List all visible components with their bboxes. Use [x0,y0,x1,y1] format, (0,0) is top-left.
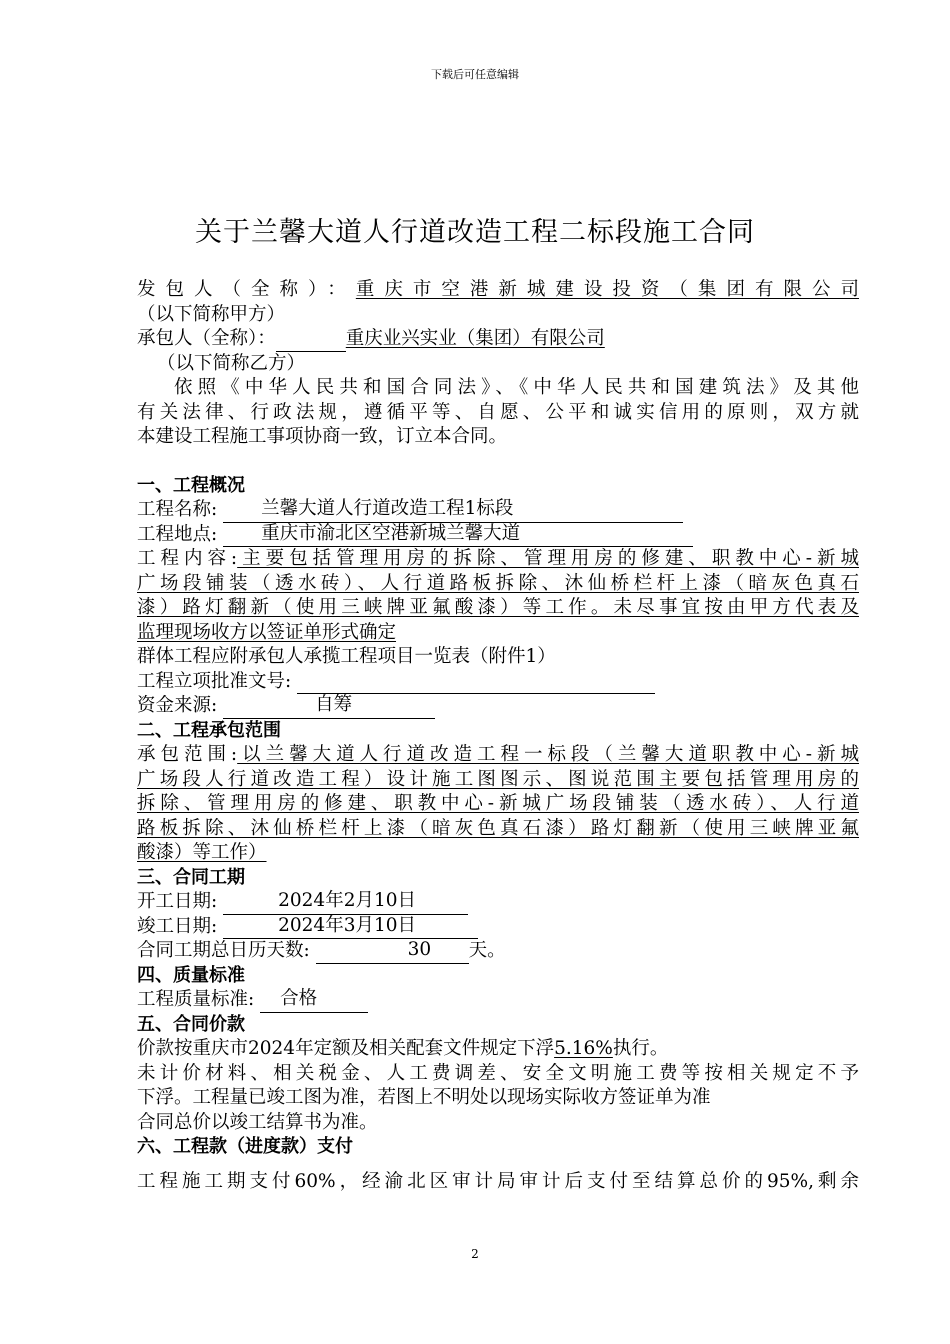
project-content-line-1 [137,547,859,572]
employer-line [137,278,859,303]
payment-line: 工程施工期支付60%，经渝北区审计局审计后支付至结算总价的95%,剩余 [137,1170,859,1192]
start-date-line [137,890,859,915]
group-note: 群体工程应附承包人承揽工程项目一览表（附件1） [137,646,556,667]
preamble-line-2: 有关法律、行政法规，遵循平等、自愿、公平和诚实信用的原则，双方就 [137,401,859,423]
scope-text-1: 以兰馨大道人行道改造工程一标段（兰馨大道职教中心-新城 [237,744,859,765]
project-name-label: 工程名称: [137,499,218,520]
scope-text-3: 拆除、管理用房的修建、职教中心-新城广场段铺装（透水砖）、人行道 [137,793,859,814]
preamble-line-1: 依照《中华人民共和国合同法》、《中华人民共和国建筑法》及其他 [174,377,859,398]
price-text-post: 执行。 [612,1038,669,1059]
contractor-underline-lead [276,331,346,352]
section-5-heading: 五、合同价款 [137,1013,245,1035]
scope-text-5: 酸漆）等工作） [137,842,267,863]
project-content-text-4: 监理现场收方以签证单形式确定 [137,621,397,643]
fund-line [137,694,859,719]
preamble-line-3: 本建设工程施工事项协商一致，订立本合同。 [137,426,508,447]
contractor-line [137,327,859,352]
total-days-unit: 天。 [468,940,506,961]
price-line [137,1037,859,1062]
employer-label: 发包人（全称）： [137,279,356,300]
section-3-heading: 三、合同工期 [137,866,245,888]
quality-line [137,988,859,1013]
project-site-label: 工程地点: [137,523,218,545]
project-content-text-3: 漆）路灯翻新（使用三峡牌亚氟酸漆）等工作。未尽事宜按由甲方代表及 [137,597,859,618]
fund-label: 资金来源: [137,695,218,716]
price-rate: 5.16% [554,1038,613,1059]
approval-blank [297,673,655,694]
quality-label: 工程质量标准: [137,989,255,1010]
employer-alias: （以下简称甲方） [137,303,286,325]
project-name-value: 兰馨大道人行道改造工程1标段 [261,498,514,519]
total-days-value: 30 [407,939,432,960]
scope-line-1 [137,743,859,768]
section-1-heading: 一、工程概况 [137,474,245,496]
end-date-line [137,915,859,940]
total-days-line [137,939,859,964]
start-date-value: 2024年2月10日 [278,890,417,911]
fund-value: 自筹 [315,694,353,715]
project-site-value: 重庆市渝北区空港新城兰馨大道 [261,522,521,544]
total-days-label: 合同工期总日历天数: [137,940,310,961]
quality-value: 合格 [280,988,318,1009]
project-content-label: 工程内容: [137,548,238,569]
scope-text-4: 路板拆除、沐仙桥栏杆上漆（暗灰色真石漆）路灯翻新（使用三峡牌亚氟 [137,817,859,839]
employer-name: 重庆市空港新城建设投资（集团有限公司 [355,279,859,300]
start-date-label: 开工日期: [137,891,218,912]
contractor-name: 重庆业兴实业（集团）有限公司 [345,328,605,349]
section-2-heading: 二、工程承包范围 [137,719,281,741]
project-site-line [137,523,859,548]
project-content-text-2: 广场段铺装（透水砖）、人行道路板拆除、沐仙桥栏杆上漆（暗灰色真石 [137,572,859,594]
price-note-line-2: 下浮。工程量已竣工图为准，若图上不明处以现场实际收方签证单为准 [137,1087,711,1108]
contractor-label: 承包人（全称）： [137,328,276,349]
document-title: 关于兰馨大道人行道改造工程二标段施工合同 [195,217,755,248]
end-date-label: 竣工日期: [137,915,218,937]
end-date-value: 2024年3月10日 [278,914,417,936]
document-body [137,278,859,1194]
scope-text-2: 广场段人行道改造工程）设计施工图图示、图说范围主要包括管理用房的 [137,768,859,790]
project-name-line [137,498,859,523]
header-note: 下载后可任意编辑 [431,68,519,81]
approval-label: 工程立项批准文号: [137,670,292,692]
scope-label: 承包范围: [137,744,238,765]
price-note-line-3: 合同总价以竣工结算书为准。 [137,1111,378,1133]
approval-line [137,670,859,695]
price-note-line-1: 未计价材料、相关税金、人工费调差、安全文明施工费等按相关规定不予 [137,1062,859,1084]
section-4-heading: 四、质量标准 [137,964,245,986]
contractor-alias: （以下简称乙方） [157,352,306,374]
project-content-text-1: 主要包括管理用房的拆除、管理用房的修建、职教中心-新城 [237,548,859,569]
page-number: 2 [471,1247,479,1261]
section-6-heading: 六、工程款（进度款）支付 [137,1136,353,1157]
price-text-pre: 价款按重庆市2024年定额及相关配套文件规定下浮 [137,1038,555,1059]
